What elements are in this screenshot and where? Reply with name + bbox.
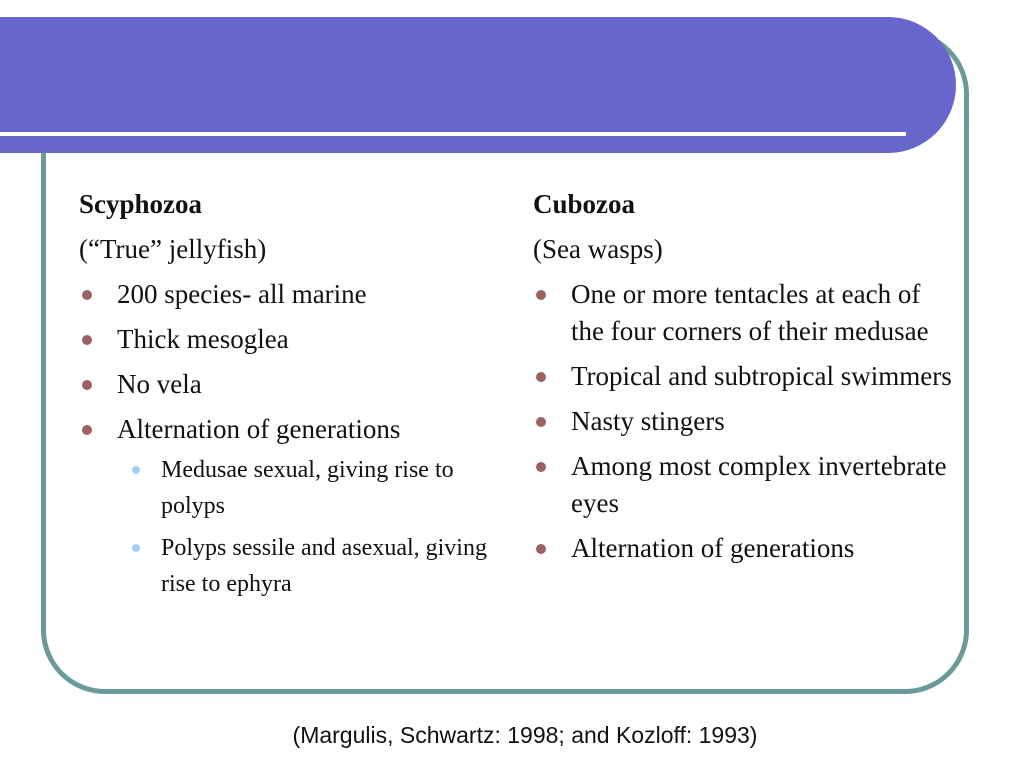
sub-bullet-dot-icon: [132, 544, 140, 552]
right-bullet-list: [533, 276, 953, 567]
bullet-text: Alternation of generations: [117, 414, 401, 444]
list-item: [533, 358, 953, 395]
title-underline: [0, 132, 906, 136]
bullet-dot-icon: [82, 290, 92, 300]
citation: (Margulis, Schwartz: 1998; and Kozloff: 1993): [292, 722, 758, 748]
sub-bullet-list: [123, 452, 499, 602]
bullet-text: 200 species- all marine: [117, 279, 367, 309]
list-item: [79, 276, 499, 313]
right-column: [533, 186, 953, 575]
list-item: [533, 448, 953, 522]
bullet-text: Tropical and subtropical swimmers: [571, 361, 952, 391]
sub-bullet-dot-icon: [132, 466, 140, 474]
list-item: [533, 530, 953, 567]
list-item: [533, 403, 953, 440]
left-heading: Scyphozoa: [79, 189, 203, 219]
right-subtitle: (Sea wasps): [533, 234, 663, 264]
bullet-dot-icon: [82, 380, 92, 390]
bullet-text: No vela: [117, 369, 202, 399]
bullet-dot-icon: [82, 335, 92, 345]
bullet-dot-icon: [536, 417, 546, 427]
list-item: [533, 276, 953, 350]
bullet-dot-icon: [536, 462, 546, 472]
bullet-dot-icon: [536, 544, 546, 554]
list-item: [79, 366, 499, 403]
bullet-dot-icon: [536, 290, 546, 300]
sub-list-item: [123, 530, 499, 602]
bullet-text: Among most complex invertebrate eyes: [571, 451, 947, 518]
left-subtitle: (“True” jellyfish): [79, 234, 267, 264]
right-heading: Cubozoa: [533, 189, 636, 219]
bullet-dot-icon: [536, 372, 546, 382]
list-item: [79, 321, 499, 358]
left-column: [79, 186, 499, 610]
sub-bullet-text: Polyps sessile and asexual, giving rise to ephyra: [161, 535, 487, 597]
sub-bullet-text: Medusae sexual, giving rise to polyps: [161, 457, 454, 519]
bullet-text: Nasty stingers: [571, 406, 725, 436]
bullet-dot-icon: [82, 425, 92, 435]
bullet-text: Alternation of generations: [571, 533, 855, 563]
bullet-text: One or more tentacles at each of the four corners of their medusae: [571, 279, 929, 346]
list-item: [79, 411, 499, 602]
bullet-text: Thick mesoglea: [117, 324, 289, 354]
sub-list-item: [123, 452, 499, 524]
left-bullet-list: [79, 276, 499, 602]
